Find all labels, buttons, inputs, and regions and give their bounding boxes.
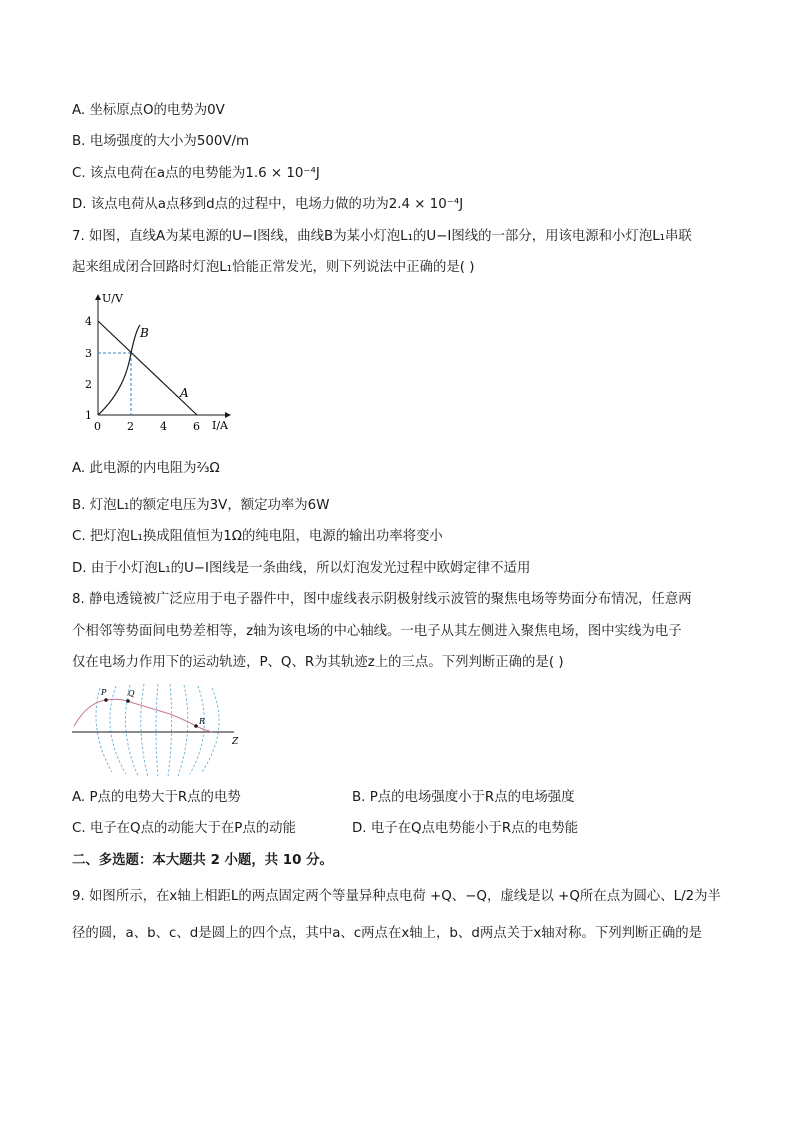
q7-y-tick-2: 2	[85, 378, 92, 391]
q8-label-Q: Q	[128, 689, 135, 698]
q8-stem-line1: 8. 静电透镜被广泛应用于电子器件中，图中虚线表示阴极射线示波管的聚焦电场等势面分布情况，任意两	[72, 592, 692, 607]
q7-option-d: D. 由于小灯泡L₁的U−I图线是一条曲线，所以灯泡发光过程中欧姆定律不适用	[72, 561, 531, 576]
q7-y-tick-4: 4	[85, 315, 92, 328]
q8-option-d: D. 电子在Q点电势能小于R点的电势能	[352, 821, 579, 836]
q8-electrostatic-lens-figure	[70, 680, 250, 780]
q7-curve-B	[98, 325, 140, 415]
q8-electron-trajectory	[74, 699, 212, 732]
q7-x-axis-label: I/A	[212, 419, 228, 432]
q6-option-b: B. 电场强度的大小为500V/m	[72, 134, 250, 149]
q8-equipotential-8	[190, 686, 204, 774]
q8-option-c: C. 电子在Q点的动能大于在P点的动能	[72, 821, 296, 836]
q8-label-z: Z	[232, 737, 239, 747]
q7-label-A: A	[180, 386, 189, 400]
q7-x-tick-4: 4	[160, 420, 167, 433]
q8-point-P	[104, 698, 108, 702]
q8-equipotential-4	[141, 684, 148, 777]
q7-y-tick-1: 1	[85, 409, 92, 422]
q7-option-a: A. 此电源的内电阻为⅔Ω	[72, 461, 220, 476]
q7-label-B: B	[140, 326, 149, 340]
q7-option-b: B. 灯泡L₁的额定电压为3V，额定功率为6W	[72, 498, 330, 513]
q7-x-tick-2: 2	[127, 420, 134, 433]
q7-option-c: C. 把灯泡L₁换成阻值恒为1Ω的纯电阻，电源的输出功率将变小	[72, 529, 443, 544]
section-2-heading: 二、多选题：本大题共 2 小题，共 10 分。	[72, 853, 333, 868]
q8-point-Q	[126, 699, 130, 703]
q7-stem-line1: 7. 如图，直线A为某电源的U−I图线，曲线B为某小灯泡L₁的U−I图线的一部分，用该电源和小灯泡L₁串联	[72, 229, 692, 244]
q7-y-axis-label: U/V	[102, 292, 123, 305]
q6-option-d: D. 该点电荷从a点移到d点的过程中，电场力做的功为2.4 × 10⁻⁴J	[72, 197, 464, 212]
q7-x-tick-0: 0	[94, 420, 101, 433]
q8-equipotential-5	[156, 684, 158, 777]
q6-option-c: C. 该点电荷在a点的电势能为1.6 × 10⁻⁴J	[72, 166, 320, 181]
q8-stem-line3: 仅在电场力作用下的运动轨迹，P、Q、R为其轨迹z上的三点。下列判断正确的是( )	[72, 655, 564, 670]
q8-equipotential-6	[168, 684, 172, 777]
q9-stem-line1: 9. 如图所示，在x轴上相距L的两点固定两个等量异种点电荷 +Q、−Q，虚线是以 +Q所在点为圆心、L/2为半	[72, 889, 721, 904]
q9-stem-line2: 径的圆，a、b、c、d是圆上的四个点，其中a、c两点在x轴上，b、d两点关于x轴对称。下列判断正确的是	[72, 926, 702, 941]
q7-y-tick-3: 3	[85, 347, 92, 360]
q8-point-R	[194, 724, 198, 728]
q8-option-b: B. P点的电场强度小于R点的电场强度	[352, 790, 575, 805]
q8-equipotential-3	[126, 685, 139, 776]
q8-label-R: R	[199, 717, 206, 726]
q8-equipotential-7	[178, 685, 188, 776]
q8-option-a: A. P点的电势大于R点的电势	[72, 790, 241, 805]
q7-stem-line2: 起来组成闭合回路时灯泡L₁恰能正常发光，则下列说法中正确的是( )	[72, 260, 475, 275]
q7-x-tick-6: 6	[193, 420, 200, 433]
q7-ui-graph	[80, 285, 250, 440]
q8-stem-line2: 个相邻等势面间电势差相等，z轴为该电场的中心轴线。一电子从其左侧进入聚焦电场，图中实线为电子	[72, 624, 682, 639]
q6-option-a: A. 坐标原点O的电势为0V	[72, 103, 225, 118]
q8-label-P: P	[101, 688, 107, 697]
